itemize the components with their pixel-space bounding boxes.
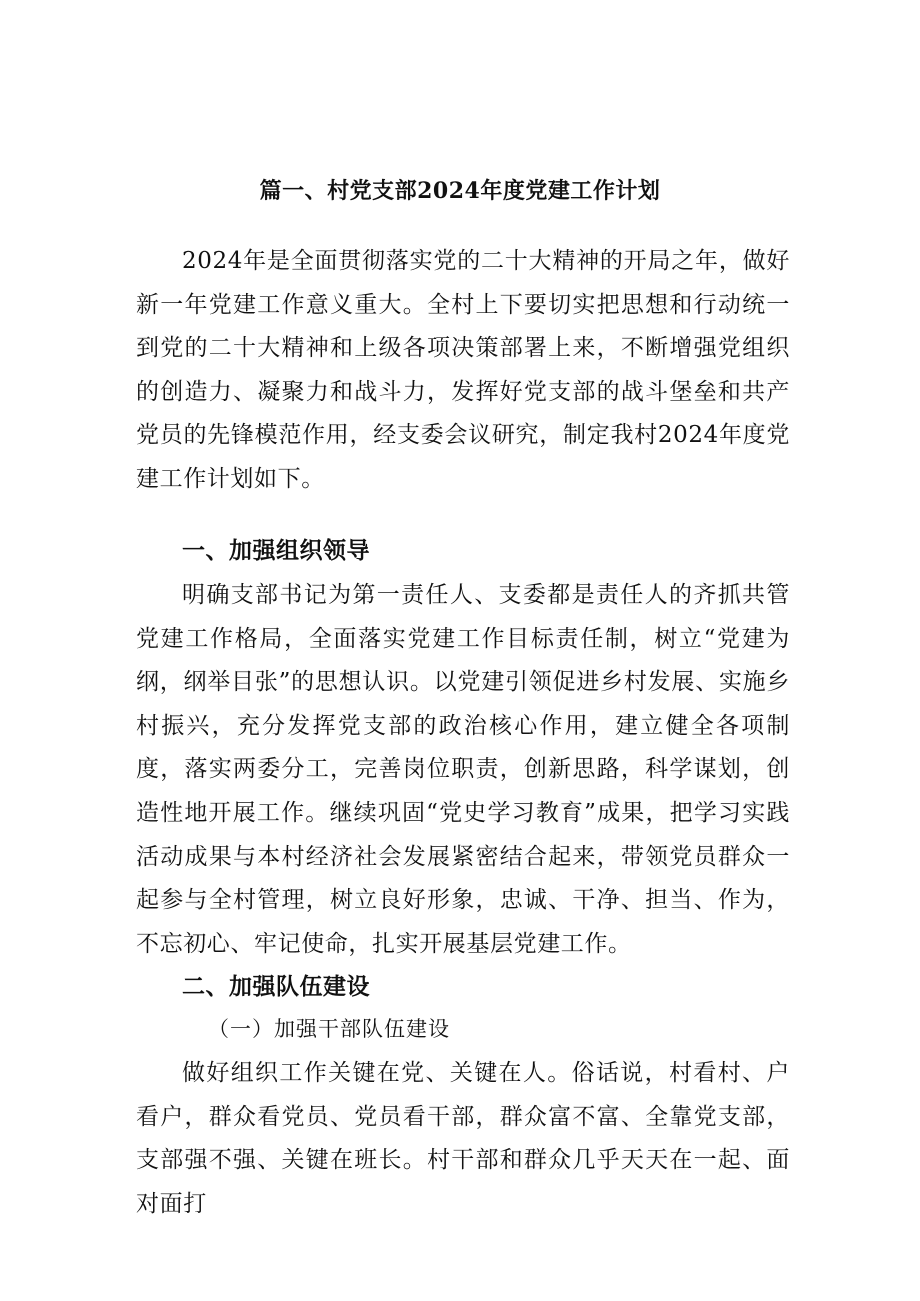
section-2-heading: 二、加强队伍建设 (182, 974, 370, 1000)
section-2-paragraph: 做好组织工作关键在党、关键在人。俗话说，村看村、户看户，群众看党员、党员看干部，群众富不富、全靠党支部，支部强不强、关键在班长。村干部和群众几乎天天在一起、面对面打 (136, 1060, 790, 1217)
section-1-heading: 一、加强组织领导 (182, 538, 370, 564)
document-title: 篇一、村党支部2024年度党建工作计划 (259, 178, 661, 204)
section-1-paragraph: 明确支部书记为第一责任人、支委都是责任人的齐抓共管党建工作格局，全面落实党建工作目标责任制，树立“党建为纲，纲举目张”的思想认识。以党建引领促进乡村发展、实施乡村振兴，充分发挥党支部的政治核心作用，建立健全各项制度，落实两委分工，完善岗位职责，创新思路，科学谋划，创造性地开展工作。继续巩固“党史学习教育”成果，把学习实践活动成果与本村经济社会发展紧密结合起来，带领党员群众一起参与全村管理，树立良好形象，忠诚、干净、担当、作为，不忘初心、牢记使命，扎实开展基层党建工作。 (136, 582, 790, 957)
intro-paragraph: 2024年是全面贯彻落实党的二十大精神的开局之年，做好新一年党建工作意义重大。全村上下要切实把思想和行动统一到党的二十大精神和上级各项决策部署上来，不断增强党组织的创造力、凝聚力和战斗力，发挥好党支部的战斗堡垒和共产党员的先锋模范作用，经支委会议研究，制定我村2024年度党建工作计划如下。 (136, 248, 790, 492)
section-2-subheading: （一）加强干部队伍建设 (208, 1017, 450, 1041)
